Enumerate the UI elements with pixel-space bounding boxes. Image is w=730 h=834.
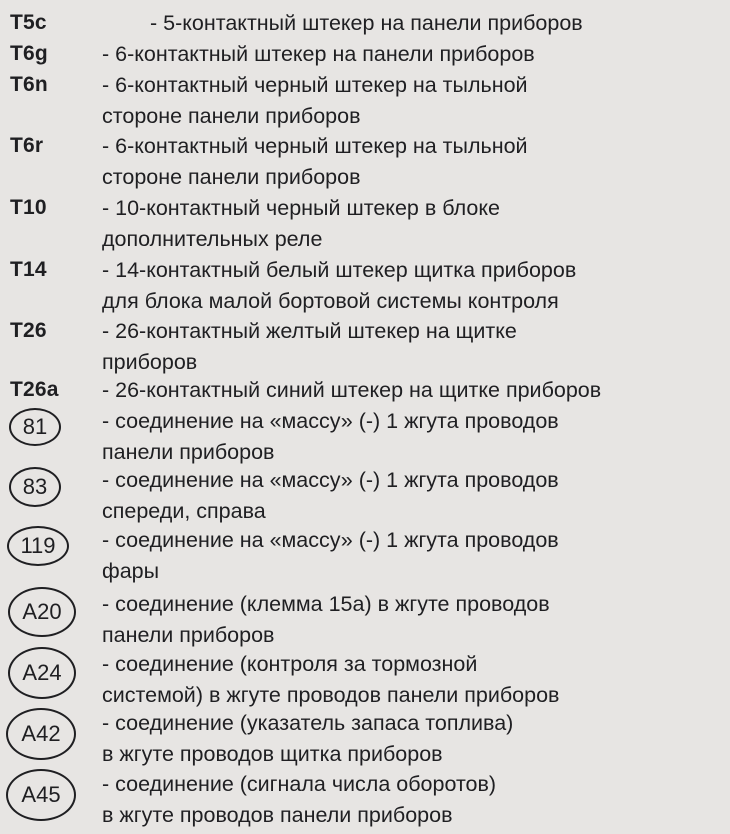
entry-description xyxy=(102,525,722,587)
description-line: для блока малой бортовой системы контроля xyxy=(102,289,559,313)
connector-code: T6r xyxy=(10,134,44,157)
connection-badge: 81 xyxy=(9,408,61,446)
description-line: системой) в жгуте проводов панели приборов xyxy=(102,683,560,707)
description-line: стороне панели приборов xyxy=(102,165,361,189)
connection-badge: A42 xyxy=(6,708,76,760)
description-line: - соединение (сигнала числа оборотов) xyxy=(102,772,497,796)
description-line: - 6-контактный черный штекер на тыльной xyxy=(102,73,528,97)
description-line: спереди, справа xyxy=(102,499,266,523)
connector-code: T26 xyxy=(10,319,47,342)
entry-description xyxy=(102,406,722,468)
entry-description xyxy=(102,769,722,831)
entry-description xyxy=(150,8,730,39)
description-line: - 6-контактный черный штекер на тыльной xyxy=(102,134,528,158)
connector-code: T26a xyxy=(10,378,59,401)
description-line: - соединение на «массу» (-) 1 жгута проводов xyxy=(102,409,559,433)
description-line: - 26-контактный синий штекер на щитке приборов xyxy=(102,378,602,402)
entry-description xyxy=(102,375,722,406)
connection-badge: A45 xyxy=(6,769,76,821)
connector-code: T6n xyxy=(10,73,48,96)
entry-description xyxy=(102,708,722,770)
entry-description xyxy=(102,255,722,317)
description-line: - 10-контактный черный штекер в блоке xyxy=(102,196,500,220)
entry-description xyxy=(102,465,722,527)
description-line: стороне панели приборов xyxy=(102,104,361,128)
entry-description xyxy=(102,70,722,132)
entry-description xyxy=(102,193,722,255)
description-line: - соединение на «массу» (-) 1 жгута проводов xyxy=(102,528,559,552)
connector-code: T5c xyxy=(10,11,47,34)
description-line: - 14-контактный белый штекер щитка приборов xyxy=(102,258,577,282)
description-line: - 26-контактный желтый штекер на щитке xyxy=(102,319,517,343)
entry-description xyxy=(102,131,722,193)
entry-description xyxy=(102,316,722,378)
description-line: в жгуте проводов щитка приборов xyxy=(102,742,443,766)
connector-code: T6g xyxy=(10,42,48,65)
description-line: приборов xyxy=(102,350,198,374)
connection-badge: A24 xyxy=(8,647,76,699)
description-line: панели приборов xyxy=(102,623,275,647)
connection-badge: A20 xyxy=(8,587,76,637)
description-line: - 6-контактный штекер на панели приборов xyxy=(102,42,535,66)
description-line: дополнительных реле xyxy=(102,227,323,251)
description-line: - соединение на «массу» (-) 1 жгута проводов xyxy=(102,468,559,492)
description-line: - соединение (указатель запаса топлива) xyxy=(102,711,514,735)
description-line: - соединение (клемма 15а) в жгуте проводов xyxy=(102,592,550,616)
description-line: фары xyxy=(102,559,160,583)
description-line: панели приборов xyxy=(102,440,275,464)
entry-description xyxy=(102,649,722,711)
description-line: в жгуте проводов панели приборов xyxy=(102,803,453,827)
connector-code: T10 xyxy=(10,196,47,219)
description-line: - 5-контактный штекер на панели приборов xyxy=(150,11,583,35)
entry-description xyxy=(102,39,722,70)
connection-badge: 83 xyxy=(9,467,61,507)
connector-code: T14 xyxy=(10,258,47,281)
entry-description xyxy=(102,589,722,651)
connection-badge: 119 xyxy=(7,526,69,566)
description-line: - соединение (контроля за тормозной xyxy=(102,652,478,676)
